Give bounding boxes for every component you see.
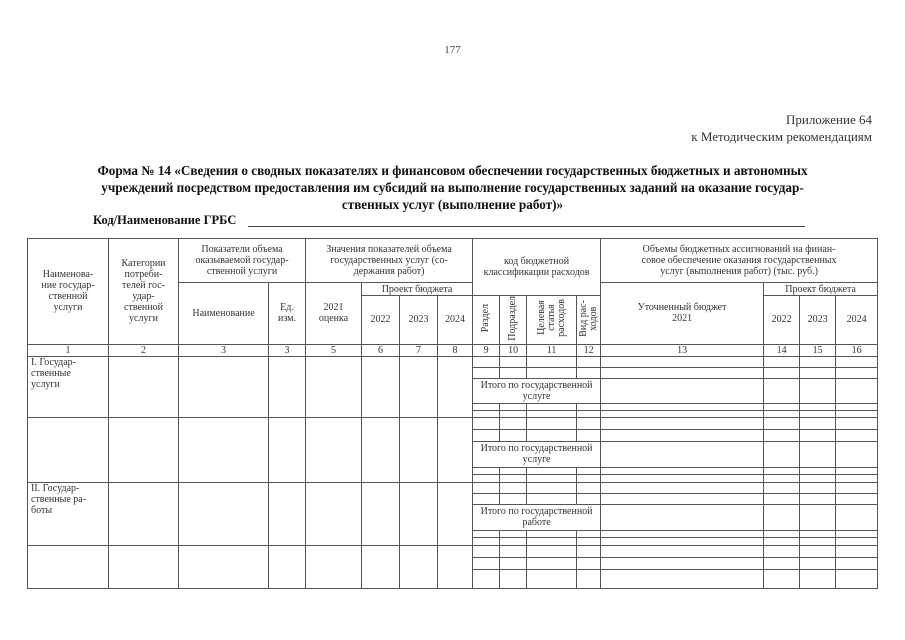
cell [527,356,577,367]
col-num: 15 [800,344,836,356]
cell [800,569,836,588]
header-section [473,296,500,345]
cell [500,410,527,417]
cell [836,356,878,367]
service-total-label: Итого по государственной услуге [473,378,601,403]
cell [362,356,400,417]
header-unit: Ед. изм. [269,283,306,345]
cell [109,356,179,417]
header-year-2024b: 2024 [836,296,878,345]
cell [500,545,527,557]
header-volume-indicators: Показатели объема оказываемой государ- ственной услуги [179,239,306,283]
header-expense-type-text: Вид рас- ходов [577,299,599,337]
cell [473,482,500,493]
cell [527,545,577,557]
cell [577,537,601,545]
cell [577,482,601,493]
header-budget-allocations: Объемы бюджетных ассигнований на финан- совое обеспечение оказания государственных услуг (выполнения работ) (тыс. руб.) [601,239,878,283]
appendix-line-1: Приложение 64 [785,112,872,127]
cell [836,429,878,441]
cell [800,403,836,410]
cell [306,545,362,588]
cell [601,474,764,482]
cell [500,537,527,545]
cell [527,410,577,417]
table-row [28,482,878,493]
cell [800,367,836,378]
cell [577,356,601,367]
cell [438,545,473,588]
header-year-2022: 2022 [362,296,400,345]
form-title-line-1: Форма № 14 «Сведения о сводных показателях и финансовом обеспечении государственных бюджетных и автономных [97,163,808,178]
service-total-label-2: Итого по государственной услуге [473,441,601,467]
col-num: 10 [500,344,527,356]
cell [800,482,836,493]
cell [577,467,601,474]
cell [836,367,878,378]
col-num: 9 [473,344,500,356]
cell [601,467,764,474]
cell [764,417,800,429]
cell [577,410,601,417]
cell [500,356,527,367]
cell [601,493,764,504]
cell [601,530,764,537]
cell [109,545,179,588]
cell [362,545,400,588]
header-subsection [500,296,527,345]
header-budget-code: код бюджетной классификации расходов [473,239,601,296]
cell [438,356,473,417]
cell [500,482,527,493]
cell [500,417,527,429]
cell [800,467,836,474]
cell [400,482,438,545]
header-subsection-text: Подраздел [507,296,519,341]
cell [764,410,800,417]
cell [836,403,878,410]
cell [500,493,527,504]
table-row [28,356,878,367]
cell [836,410,878,417]
cell [473,429,500,441]
cell [601,545,764,557]
cell [800,474,836,482]
cell [601,417,764,429]
header-estimate-2021: 2021 оценка [306,283,362,345]
cell [500,467,527,474]
cell [601,504,764,530]
cell [473,356,500,367]
col-num: 16 [836,344,878,356]
cell [764,557,800,569]
cell [836,441,878,467]
cell [800,545,836,557]
cell [473,545,500,557]
cell [764,367,800,378]
header-volume-values: Значения показателей объема государственных услуг (со- держания работ) [306,239,473,283]
cell [527,530,577,537]
cell [269,417,306,482]
col-num: 6 [362,344,400,356]
grbs-label: Код/Наименование ГРБС [93,213,237,227]
cell [473,493,500,504]
header-section-text: Раздел [480,304,492,333]
cell [269,356,306,417]
cell [527,429,577,441]
cell [527,367,577,378]
cell [601,569,764,588]
cell [764,356,800,367]
column-number-row [28,344,878,356]
cell [269,545,306,588]
cell [473,403,500,410]
cell [527,474,577,482]
cell [800,557,836,569]
cell [764,530,800,537]
table-row [28,417,878,429]
header-year-2024: 2024 [438,296,473,345]
cell [764,429,800,441]
cell [527,482,577,493]
cell [527,403,577,410]
cell [800,441,836,467]
cell [500,403,527,410]
cell [764,537,800,545]
cell [179,482,269,545]
table-row [28,545,878,557]
cell [601,482,764,493]
cell [800,530,836,537]
cell [500,569,527,588]
header-target-article [527,296,577,345]
cell [306,482,362,545]
cell [362,417,400,482]
cell [764,504,800,530]
header-year-2023: 2023 [400,296,438,345]
cell [28,545,109,588]
cell [836,482,878,493]
cell [800,537,836,545]
header-consumer-categories: Категории потреби- телей гос- удар- ственной услуги [109,239,179,345]
cell [362,482,400,545]
cell [179,417,269,482]
cell [500,429,527,441]
cell [577,530,601,537]
cell [800,504,836,530]
cell [527,467,577,474]
cell [473,569,500,588]
header-budget-project: Проект бюджета [362,283,473,296]
header-expense-type [577,296,601,345]
cell [527,417,577,429]
col-num: 7 [400,344,438,356]
cell [601,367,764,378]
cell [800,417,836,429]
grbs-fill-line [248,226,805,227]
cell [306,417,362,482]
cell [836,467,878,474]
header-indicator-name: Наименование [179,283,269,345]
col-num: 5 [306,344,362,356]
cell [473,474,500,482]
col-num: 8 [438,344,473,356]
cell [400,356,438,417]
cell [577,403,601,410]
cell [601,403,764,410]
cell [473,367,500,378]
cell [473,530,500,537]
cell [179,545,269,588]
cell [601,557,764,569]
cell [500,367,527,378]
cell [764,378,800,403]
cell [500,474,527,482]
cell [500,530,527,537]
header-budget-project-2: Проект бюджета [764,283,878,296]
cell [764,467,800,474]
cell [306,356,362,417]
cell [836,537,878,545]
cell [527,537,577,545]
cell [836,557,878,569]
cell [269,482,306,545]
cell [473,557,500,569]
cell [764,493,800,504]
cell [473,410,500,417]
cell [577,545,601,557]
cell [601,429,764,441]
cell [836,417,878,429]
cell [109,482,179,545]
cell [601,356,764,367]
cell [601,441,764,467]
cell [764,441,800,467]
col-num: 2 [109,344,179,356]
cell [836,504,878,530]
cell [577,474,601,482]
form-title [30,162,875,213]
cell [800,378,836,403]
cell [527,493,577,504]
col-num: 13 [601,344,764,356]
cell [577,417,601,429]
cell [577,557,601,569]
cell [764,569,800,588]
cell [527,557,577,569]
cell [473,467,500,474]
cell [601,378,764,403]
col-num: 3 [269,344,306,356]
appendix-line-2: к Методическим рекомендациям [691,129,872,144]
cell [836,493,878,504]
cell [500,557,527,569]
cell [527,569,577,588]
col-num: 11 [527,344,577,356]
cell [577,429,601,441]
section-services: I. Государ- ственные услуги [28,356,109,417]
form-title-line-3: ственных услуг (выполнение работ)» [341,197,564,212]
cell [836,474,878,482]
cell [836,378,878,403]
cell [438,417,473,482]
cell [400,545,438,588]
cell [577,493,601,504]
col-num: 14 [764,344,800,356]
header-target-article-text: Целевая статья расходов [535,299,567,338]
cell [577,569,601,588]
cell [800,410,836,417]
cell [764,474,800,482]
cell [473,537,500,545]
cell [601,410,764,417]
section-works: II. Государ- ственные ра- боты [28,482,109,545]
header-service-name: Наименова- ние государ- ственной услуги [28,239,109,345]
cell [438,482,473,545]
cell [179,356,269,417]
header-row-1 [28,239,878,283]
cell [601,537,764,545]
header-refined-budget: Уточненный бюджет 2021 [601,283,764,345]
page-number: 177 [444,44,461,56]
form-table [27,238,878,589]
cell [473,417,500,429]
cell [800,429,836,441]
cell [800,493,836,504]
header-year-2022b: 2022 [764,296,800,345]
cell [28,417,109,482]
cell [400,417,438,482]
col-num: 3 [179,344,269,356]
cell [109,417,179,482]
col-num: 12 [577,344,601,356]
work-total-label: Итого по государственной работе [473,504,601,530]
cell [836,569,878,588]
form-title-line-2: учреждений посредством предоставления им субсидий на выполнение государственных заданий на оказание государ- [101,180,804,195]
header-year-2023b: 2023 [800,296,836,345]
appendix-note [691,111,872,145]
col-num: 1 [28,344,109,356]
cell [836,530,878,537]
cell [577,367,601,378]
cell [764,545,800,557]
cell [764,403,800,410]
cell [836,545,878,557]
cell [800,356,836,367]
cell [764,482,800,493]
